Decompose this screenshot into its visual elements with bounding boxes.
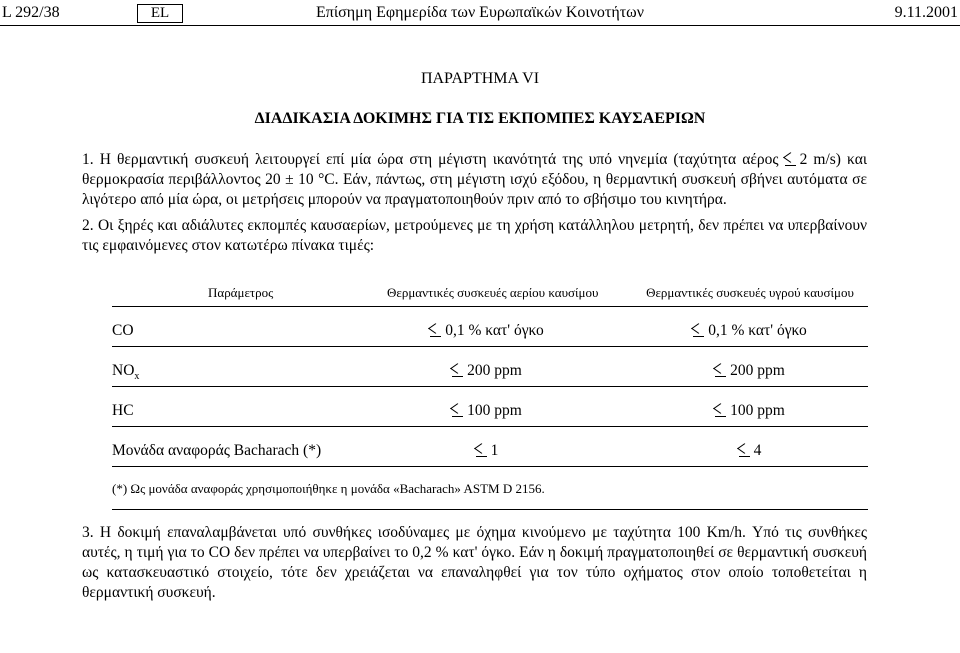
less-equal-icon	[452, 403, 463, 417]
paragraph-text: Η δοκιμή επαναλαμβάνεται υπό συνθήκες ισοδύναμες με όχημα κινούμενο με ταχύτητα 100 Km/h. Υπό τις συνθήκες αυτές, η τιμή για το CO δεν πρέπει να υπερβαίνει το 0,2 % κατ' όγκο. Εάν η δοκιμή πραγματοποιηθεί σε θερμαντική συσκευή ως κατασκευαστικό στοιχείο, τότε δεν χρειάζεται να επαναληφθεί για τον τύπο οχήματος στον οποίο τοποθετείται η θερμαντική συσκευή.	[82, 524, 868, 601]
table-cell-gas: 200 ppm	[387, 362, 587, 380]
table-rule	[112, 346, 868, 347]
paragraph-1	[82, 150, 867, 210]
table-rule	[112, 386, 868, 387]
paragraph-text: Η θερμαντική συσκευή λειτουργεί επί μία ώρα στη μέγιστη ικανότητά της υπό νηνεμία (ταχύτητα αέρος	[99, 151, 779, 168]
paragraph-number: 3.	[82, 524, 94, 541]
footnote-rule	[112, 509, 868, 510]
table-footnote: (*) Ως μονάδα αναφοράς χρησιμοποιήθηκε η μονάδα «Bacharach» ASTM D 2156.	[112, 481, 545, 496]
paragraph-number: 1.	[82, 151, 94, 168]
table-cell-gas: 1	[387, 442, 587, 460]
section-title: ΔΙΑΔΙΚΑΣΙΑ ΔΟΚΙΜΗΣ ΓΙΑ ΤΙΣ ΕΚΠΟΜΠΕΣ ΚΑΥΣΑΕΡΙΩΝ	[254, 110, 706, 127]
table-cell-param: HC	[112, 402, 134, 419]
less-equal-icon	[476, 443, 487, 457]
paragraph-text-continued: 2 m/s) και θερμοκρασία περιβάλλοντος 20 ± 10 °C. Εάν, πάντως, στη μέγιστη ισχύ εξόδου, η θερμαντική συσκευή σβήνει αυτόματα σε λιγότερο από μία ώρα, οι μετρήσεις μπορούν να πραγματοποιηθούν πριν από το σβήσιμο του κινητήρα.	[82, 151, 867, 208]
table-cell-liquid: 100 ppm	[632, 402, 868, 420]
paragraph-number: 2.	[82, 217, 94, 234]
less-equal-icon	[785, 152, 796, 166]
language-code-box: EL	[137, 4, 183, 23]
annex-title: ΠΑΡΑΡΤΗΜΑ VI	[420, 70, 540, 87]
table-rule	[112, 426, 868, 427]
table-cell-param: Μονάδα αναφοράς Bacharach (*)	[112, 442, 322, 459]
publication-date: 9.11.2001	[894, 4, 958, 21]
table-rule	[112, 466, 868, 467]
journal-title: Επίσημη Εφημερίδα των Ευρωπαϊκών Κοινοτήτων	[316, 4, 644, 21]
table-cell-param: CO	[112, 322, 134, 339]
less-equal-icon	[715, 363, 726, 377]
table-cell-param: $NO_x$	[112, 362, 140, 382]
header-rule	[0, 25, 960, 26]
less-equal-icon	[739, 443, 750, 457]
table-cell-gas: 100 ppm	[387, 402, 587, 420]
table-header-parameter: Παράμετρος	[208, 285, 274, 300]
table-cell-gas: 0,1 % κατ' όγκο	[387, 322, 587, 340]
paragraph-3	[82, 523, 867, 603]
paragraph-text: Οι ξηρές και αδιάλυτες εκπομπές καυσαερίων, μετρούμενες με τη χρήση κατάλληλου μετρητή, δεν πρέπει να υπερβαίνουν τις εμφαινόμενες στον κατωτέρω πίνακα τιμές:	[82, 217, 867, 254]
page-reference: L 292/38	[2, 4, 60, 21]
less-equal-icon	[452, 363, 463, 377]
paragraph-2	[82, 216, 867, 256]
table-cell-liquid: 4	[632, 442, 868, 460]
less-equal-icon	[430, 323, 441, 337]
table-cell-liquid: 0,1 % κατ' όγκο	[632, 322, 868, 340]
page-header	[0, 2, 960, 26]
table-cell-liquid: 200 ppm	[632, 362, 868, 380]
table-header-liquid: Θερμαντικές συσκευές υγρού καυσίμου	[646, 285, 854, 300]
table-rule	[112, 306, 868, 307]
less-equal-icon	[715, 403, 726, 417]
less-equal-icon	[693, 323, 704, 337]
table-header-gas: Θερμαντικές συσκευές αερίου καυσίμου	[387, 285, 599, 300]
